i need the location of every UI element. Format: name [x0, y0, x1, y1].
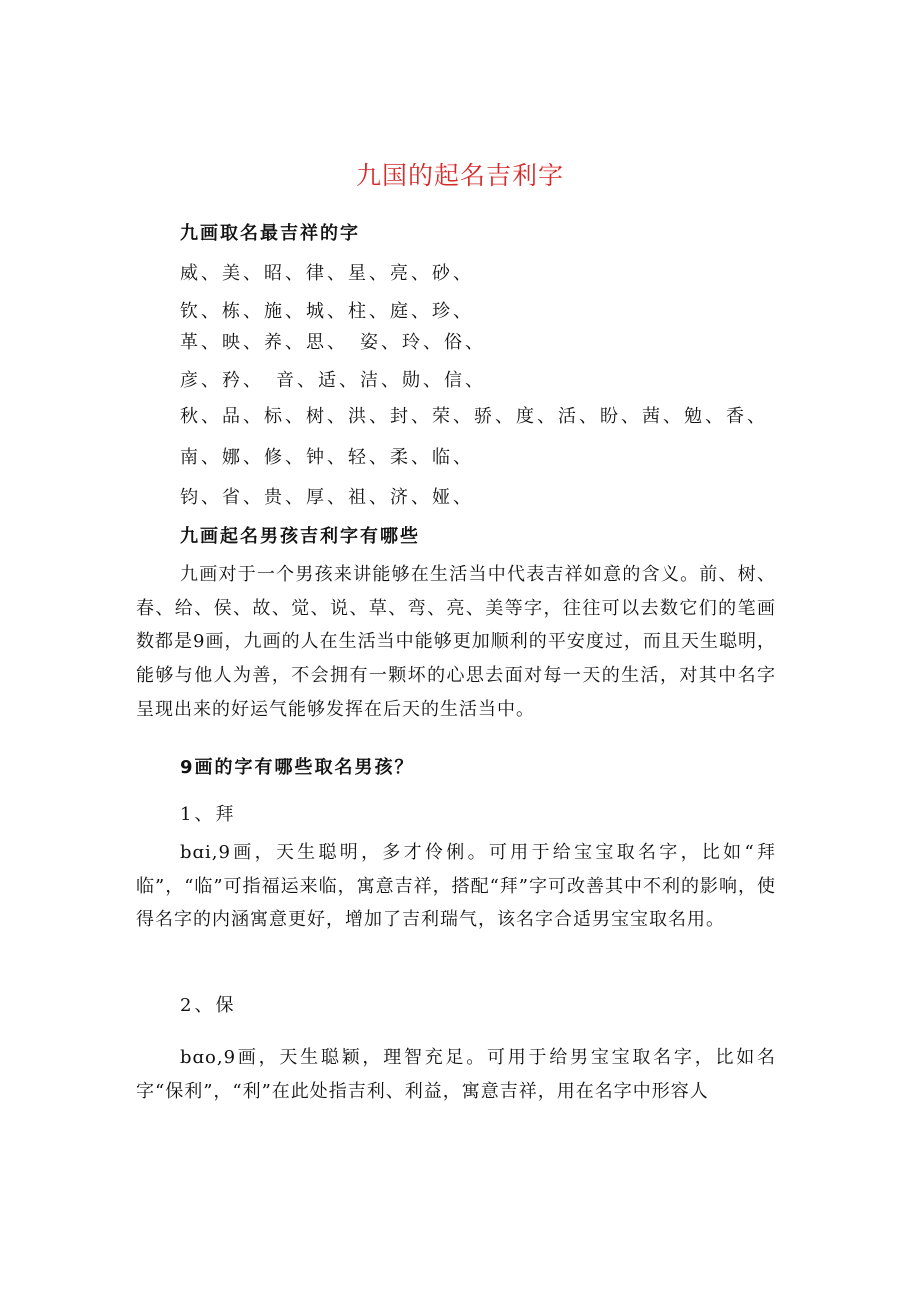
char-list-line: 南、娜、修、钟、轻、柔、临、	[180, 447, 474, 468]
section2-paragraph: 九画对于一个男孩来讲能够在生活当中代表吉祥如意的含义。前、树、春、给、侯、故、觉、说、草、弯、亮、美等字，往往可以去数它们的笔画数都是9画，九画的人在生活当中能够更加顺利的平安度过，而且天生聪明，能够与他人为善，不会拥有一颗坏的心思去面对每一天的生活，对其中名字呈现出来的好运气能够发挥在后天的生活当中。	[136, 564, 776, 720]
item2-paragraph: bɑo,9画，天生聪颖，理智充足。可用于给男宝宝取名字，比如名字“保利”，“利”在此处指吉利、利益，寓意吉祥，用在名字中形容人	[136, 1047, 776, 1102]
char-list-line: 革、映、养、思、 姿、玲、俗、	[180, 332, 486, 353]
item1-label: 1、拜	[180, 804, 237, 825]
char-list-line: 钦、栋、施、城、柱、庭、珍、	[180, 301, 474, 322]
char-list-line: 威、美、昭、律、星、亮、砂、	[180, 263, 474, 284]
document-title: 九国的起名吉利字	[355, 161, 564, 190]
char-list-line: 钧、省、贵、厚、祖、济、娅、	[180, 487, 474, 508]
section3-heading: 9画的字有哪些取名男孩？	[180, 757, 415, 778]
item1-paragraph: bɑi,9画，天生聪明，多才伶俐。可用于给宝宝取名字，比如“拜临”，“临”可指福运来临，寓意吉祥，搭配“拜”字可改善其中不利的影响，使得名字的内涵寓意更好，增加了吉利瑞气，该名字合适男宝宝取名用。	[136, 842, 777, 931]
char-list-line: 秋、品、标、树、洪、封、荣、骄、度、活、盼、茜、勉、香、	[180, 406, 768, 427]
section1-heading: 九画取名最吉祥的字	[180, 223, 360, 244]
section2-heading: 九画起名男孩吉利字有哪些	[180, 526, 420, 547]
char-list-line: 彦、矜、 音、适、洁、勋、信、	[180, 370, 486, 391]
item2-label: 2、保	[180, 995, 237, 1016]
